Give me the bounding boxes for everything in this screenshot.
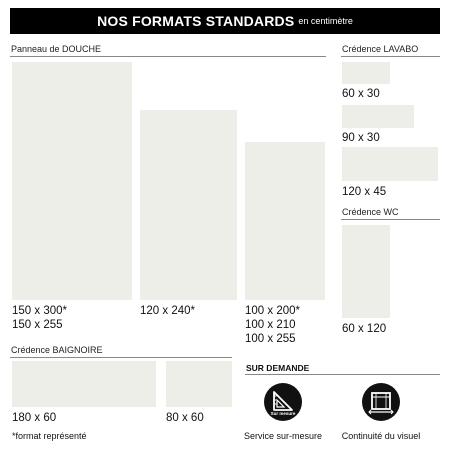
format-note: *format représenté (12, 431, 87, 441)
douche-size-3b: 100 x 210 (245, 319, 296, 331)
douche-size-3c: 100 x 255 (245, 333, 296, 345)
lavabo-tile-90x30 (342, 105, 414, 128)
lavabo-tile-120x45 (342, 147, 438, 181)
baignoire-tile-80x60 (166, 361, 232, 407)
lavabo-size-1: 60 x 30 (342, 88, 380, 100)
continuite-visuel-caption: Continuité du visuel (341, 431, 421, 441)
douche-size-3a: 100 x 200* (245, 305, 300, 317)
baignoire-tile-180x60 (12, 361, 156, 407)
banner-subtitle: en centimètre (298, 16, 353, 26)
sur-demande-divider (245, 374, 440, 375)
lavabo-size-2: 90 x 30 (342, 132, 380, 144)
lavabo-section-label: Crédence LAVABO (342, 44, 419, 54)
douche-section-label: Panneau de DOUCHE (11, 44, 102, 54)
douche-tile-120x240 (140, 110, 237, 300)
lavabo-divider (341, 56, 440, 57)
douche-tile-150x300 (12, 62, 132, 300)
douche-tile-100x200 (245, 142, 325, 300)
baignoire-divider (10, 357, 232, 358)
baignoire-size-1: 180 x 60 (12, 412, 57, 424)
frame-continuity-icon (362, 383, 400, 421)
baignoire-size-2: 80 x 60 (166, 412, 204, 424)
douche-divider (10, 56, 326, 57)
wc-divider (341, 219, 440, 220)
wc-tile-60x120 (342, 225, 390, 318)
banner-title: NOS FORMATS STANDARDS (97, 13, 295, 29)
sur-demande-label: SUR DEMANDE (246, 363, 310, 373)
baignoire-section-label: Crédence BAIGNOIRE (11, 345, 103, 355)
sur-mesure-badge-text: Sur mesure (270, 411, 296, 416)
douche-size-1b: 150 x 255 (12, 319, 63, 331)
wc-section-label: Crédence WC (342, 207, 399, 217)
douche-size-1a: 150 x 300* (12, 305, 67, 317)
lavabo-tile-60x30 (342, 62, 390, 84)
continuite-badge (362, 383, 400, 421)
douche-size-2a: 120 x 240* (140, 305, 195, 317)
service-sur-mesure-caption: Service sur-mesure (243, 431, 323, 441)
header-banner (10, 8, 440, 34)
lavabo-size-3: 120 x 45 (342, 186, 387, 198)
wc-size: 60 x 120 (342, 323, 387, 335)
